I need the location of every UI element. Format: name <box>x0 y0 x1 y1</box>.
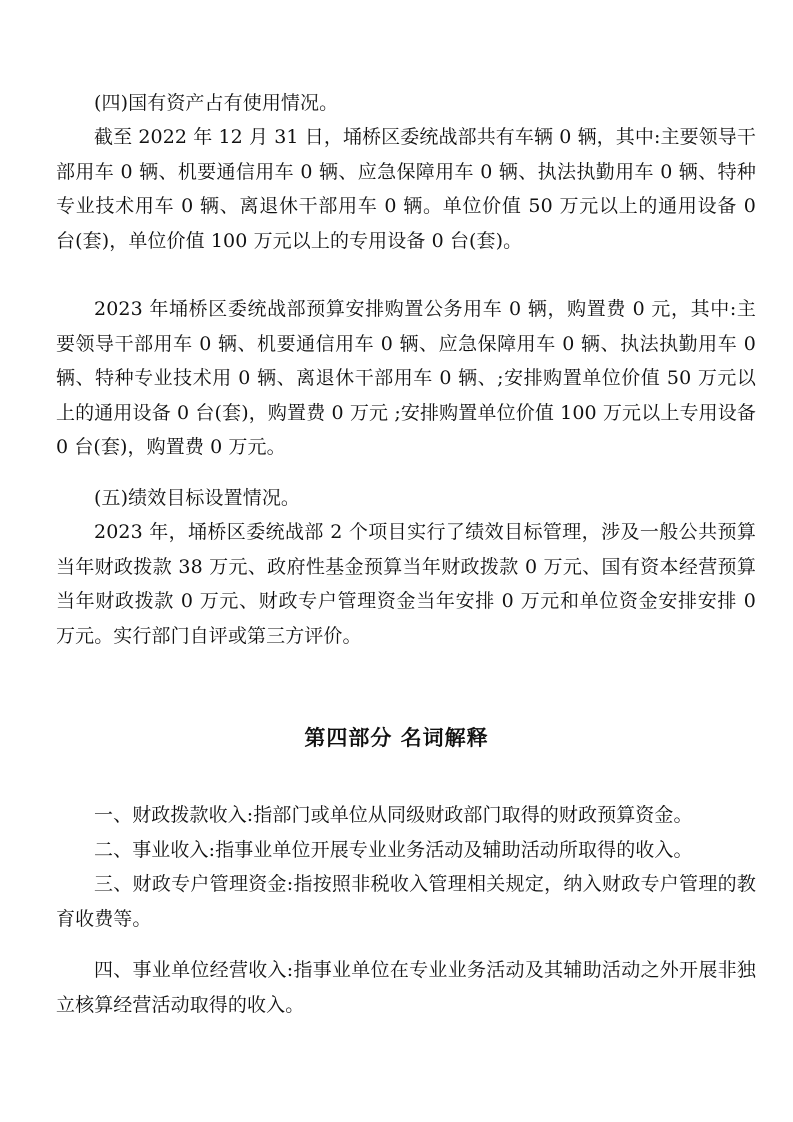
definition-operational-income: 二、事业收入:指事业单位开展专业业务活动及辅助活动所取得的收入。 <box>94 839 693 861</box>
section-title-glossary: 第四部分 名词解释 <box>304 726 489 750</box>
paragraph-vehicle-purchase-budget: 2023 年埇桥区委统战部预算安排购置公务用车 0 辆，购置费 0 元，其中:主要领导干部用车 0 辆、机要通信用车 0 辆、应急保障用车 0 辆、执法执勤用车 0 辆、特种专业技术用 0 辆、离退休干部用车 0 辆、;安排购置单位价值 50 万元以上的通用设备 0 台(套)，购置费 0 万元 ;安排购置单位价值 100 万元以上专用设备 0 台(套)，购置费 0 万元。 <box>56 298 756 458</box>
subsection-heading-state-assets: (四)国有资产占有使用情况。 <box>94 92 339 114</box>
paragraph-vehicle-holdings: 截至 2022 年 12 月 31 日，埇桥区委统战部共有车辆 0 辆，其中:主要领导干部用车 0 辆、机要通信用车 0 辆、应急保障用车 0 辆、执法执勤用车 0 辆、特种专业技术用车 0 辆、离退休干部用车 0 辆。单位价值 50 万元以上的通用设备 0 台(套)，单位价值 100 万元以上的专用设备 0 台(套)。 <box>56 126 756 252</box>
paragraph-performance-management: 2023 年，埇桥区委统战部 2 个项目实行了绩效目标管理，涉及一般公共预算当年财政拨款 38 万元、政府性基金预算当年财政拨款 0 万元、国有资本经营预算当年财政拨款 0 万元、财政专户管理资金当年安排 0 万元和单位资金安排安排 0 万元。实行部门自评或第三方评价。 <box>56 521 756 647</box>
definition-fiscal-appropriation-income: 一、财政拨款收入:指部门或单位从同级财政部门取得的财政预算资金。 <box>94 804 693 826</box>
definition-special-account-funds: 三、财政专户管理资金:指按照非税收入管理相关规定，纳入财政专户管理的教育收费等。 <box>56 873 756 930</box>
definition-business-operating-income: 四、事业单位经营收入:指事业单位在专业业务活动及其辅助活动之外开展非独立核算经营活动取得的收入。 <box>56 959 756 1016</box>
subsection-heading-performance-goals: (五)绩效目标设置情况。 <box>94 487 301 509</box>
